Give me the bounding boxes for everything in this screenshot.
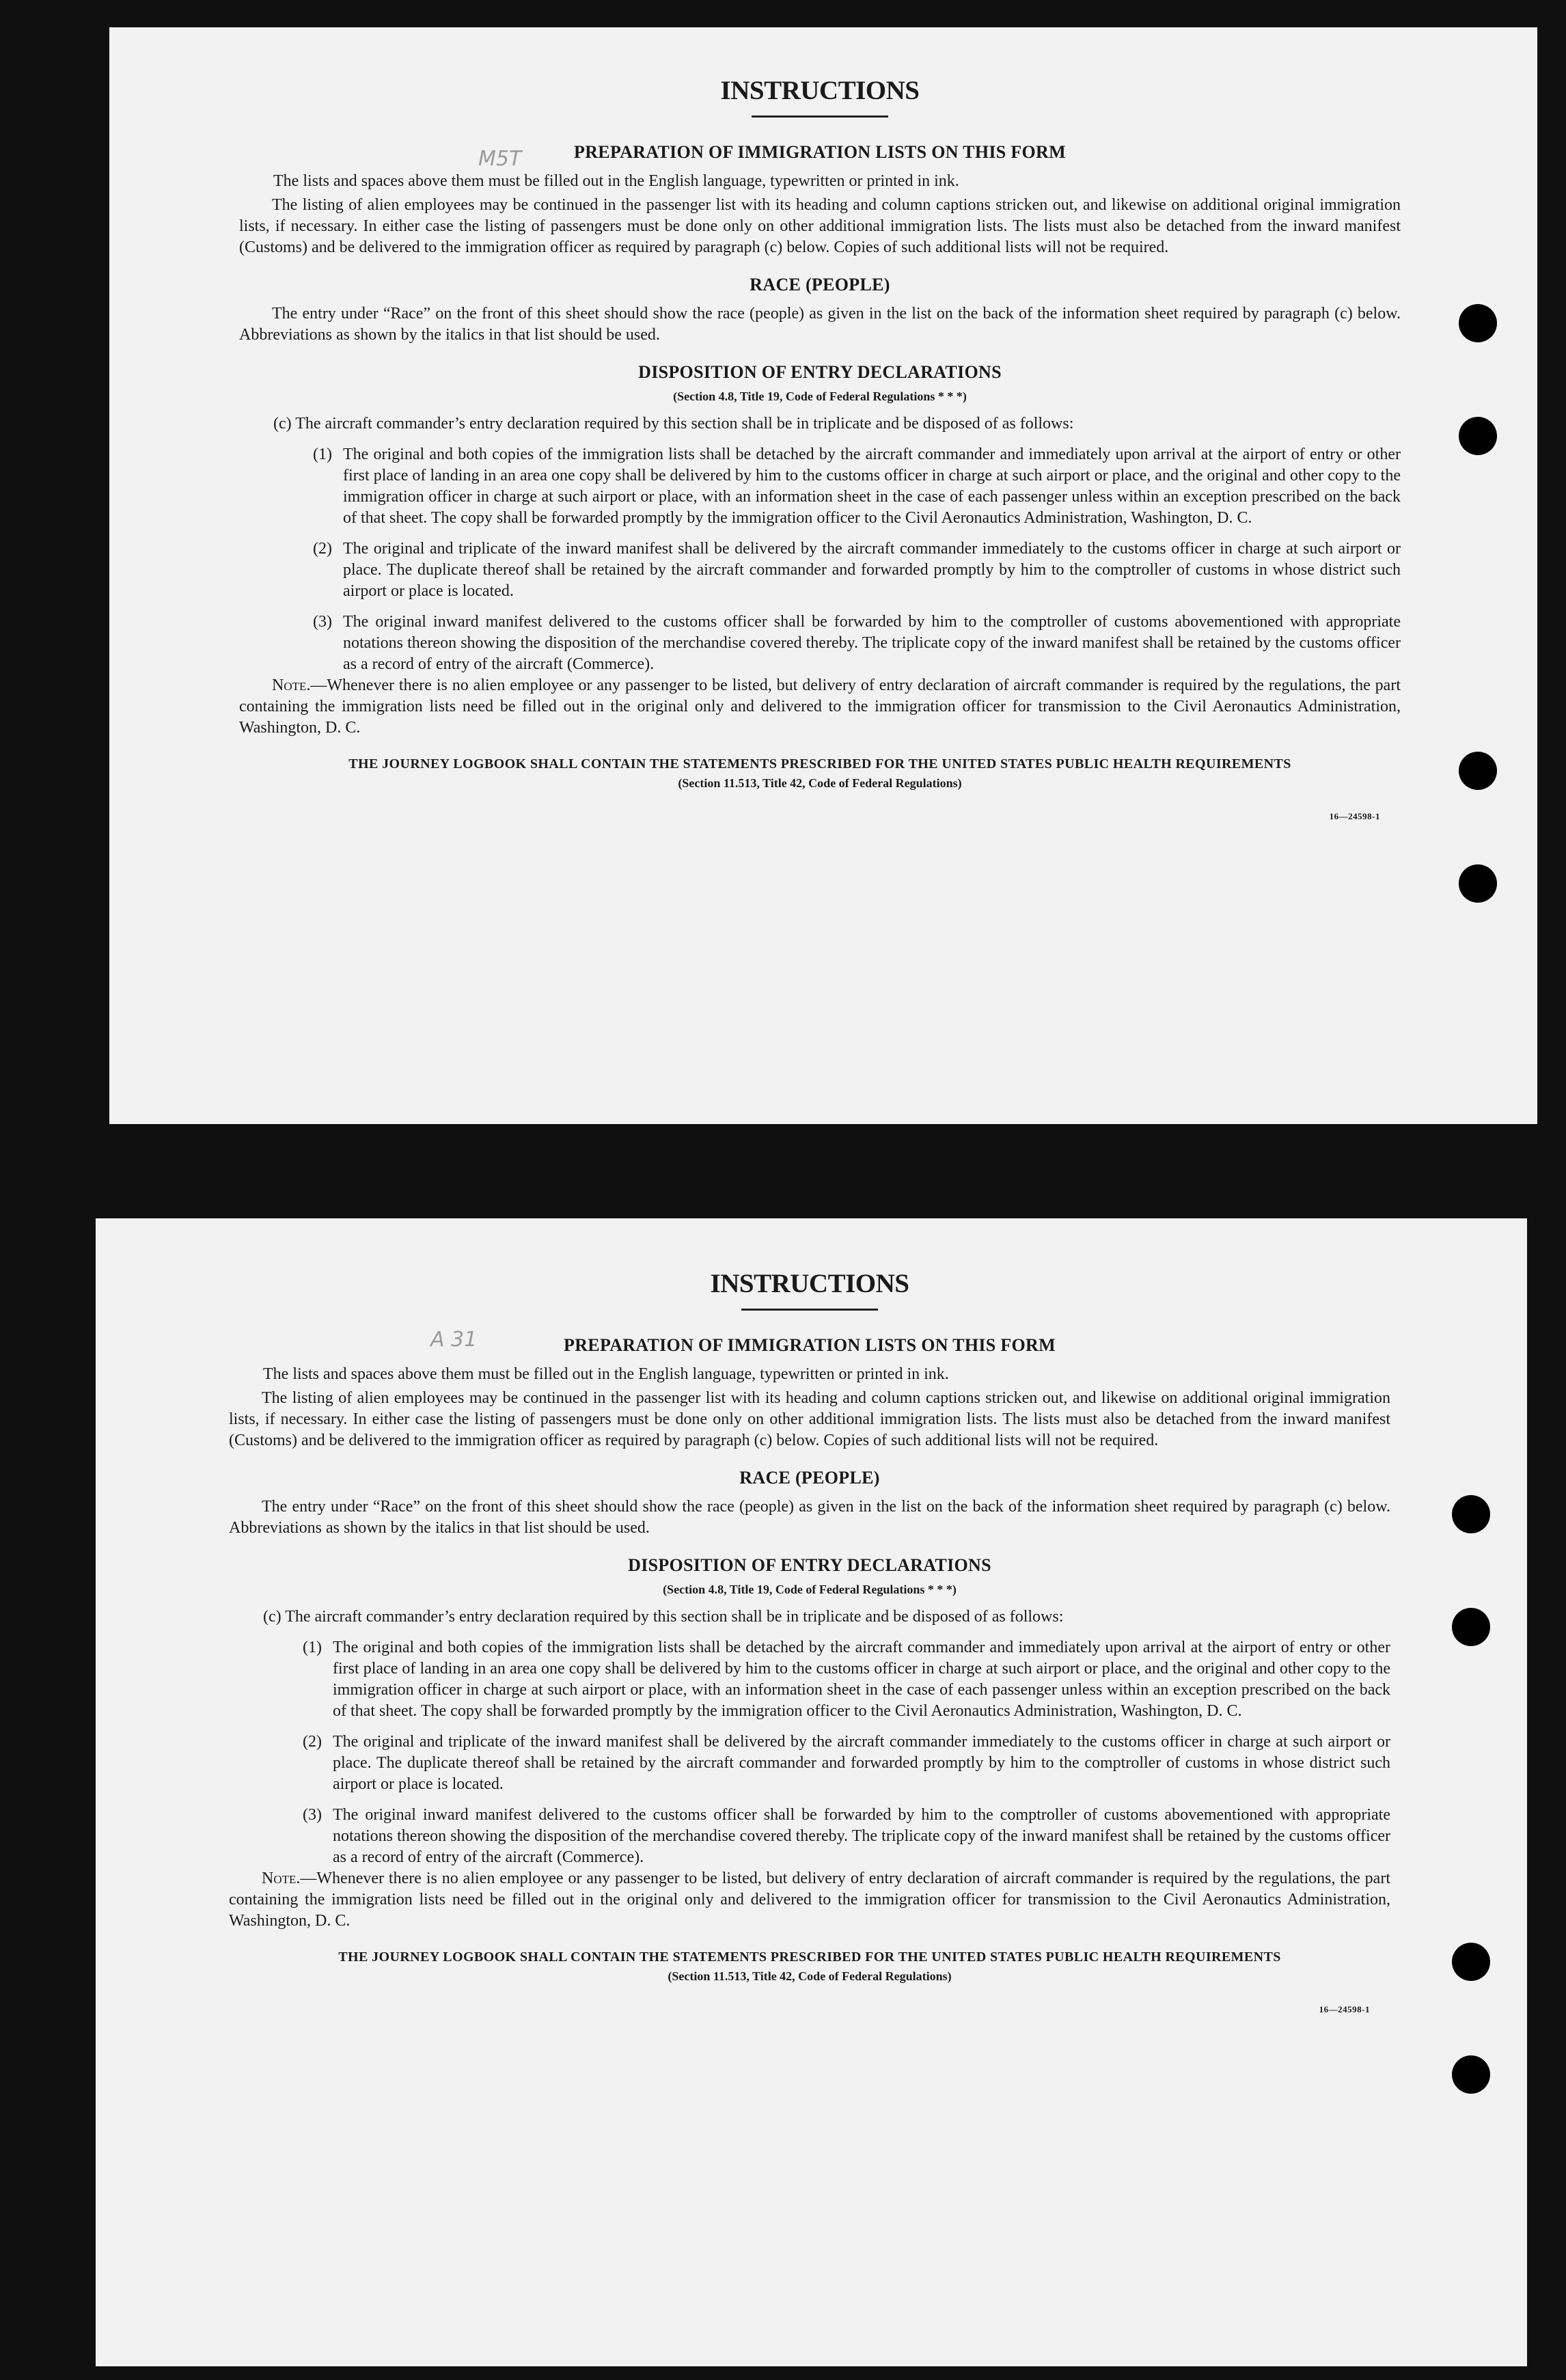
punch-hole — [1459, 864, 1497, 903]
list-item-number: (2) — [313, 540, 332, 558]
punch-hole — [1452, 2055, 1490, 2094]
paragraph-preparation-1: The lists and spaces above them must be filled out in the English language, typewritten or printed in ink. — [263, 1365, 949, 1383]
citation-disposition: (Section 4.8, Title 19, Code of Federal Regulations * * *) — [673, 389, 967, 403]
sheet-content — [229, 1268, 1390, 2015]
list-item-text: The original and triplicate of the inward manifest shall be delivered by the aircraft commander immediately to the customs officer in charge at such airport or place. The duplicate thereof shall be retained by the aircraft commander and forwarded promptly by him to the comptroller of customs in whose district such airport or place is located. — [333, 1733, 1390, 1793]
paragraph-disposition-intro: (c) The aircraft commander’s entry declaration required by this section shall be in triplicate and be disposed of as follows: — [263, 1608, 1064, 1626]
punch-hole — [1452, 1495, 1490, 1533]
citation-disposition: (Section 4.8, Title 19, Code of Federal Regulations * * *) — [663, 1583, 957, 1596]
pencil-annotation: A 31 — [430, 1328, 478, 1352]
note-text: —Whenever there is no alien employee or any passenger to be listed, but delivery of entry declaration of aircraft commander is required by the regulations, the part containing the immigration lists need be filled out in the original only and delivered to the immigration officer for transmission to the Civil Aeronautics Administration, Washington, D. C. — [229, 1870, 1390, 1930]
list-item — [239, 444, 1401, 529]
footer-citation: (Section 11.513, Title 42, Code of Federal Regulations) — [678, 776, 962, 790]
list-item-number: (3) — [303, 1806, 322, 1824]
list-item — [229, 1732, 1390, 1795]
list-item — [229, 1805, 1390, 1868]
paragraph-race: The entry under “Race” on the front of this sheet should show the race (people) as given in the list on the back of the information sheet required by paragraph (c) below. Abbreviations as shown by the italics in that list should be used. — [229, 1498, 1390, 1537]
paragraph-preparation-1: The lists and spaces above them must be filled out in the English language, typewritten or printed in ink. — [273, 172, 959, 190]
instruction-sheet-top — [109, 27, 1537, 1124]
list-item-text: The original and triplicate of the inward manifest shall be delivered by the aircraft commander immediately to the customs officer in charge at such airport or place. The duplicate thereof shall be retained by the aircraft commander and forwarded promptly by him to the comptroller of customs in whose district such airport or place is located. — [343, 540, 1401, 600]
paragraph-disposition-intro: (c) The aircraft commander’s entry declaration required by this section shall be in triplicate and be disposed of as follows: — [273, 415, 1074, 433]
form-number: 16—24598-1 — [1329, 811, 1380, 821]
section-heading-disposition: DISPOSITION OF ENTRY DECLARATIONS — [628, 1555, 991, 1575]
note-paragraph — [239, 675, 1401, 739]
list-item-text: The original inward manifest delivered to the customs officer shall be forwarded by him to the comptroller of customs abovementioned with appropriate notations thereon showing the disposition of the merchandise covered thereby. The triplicate copy of the inward manifest shall be retained by the customs officer as a record of entry of the aircraft (Commerce). — [343, 613, 1401, 673]
sheet-content — [239, 75, 1401, 822]
list-item-text: The original and both copies of the immigration lists shall be detached by the aircraft commander and immediately upon arrival at the airport of entry or other first place of landing in an area one copy shall be delivered by him to the customs officer in charge at such airport or place, and the original and other copy to the immigration officer in charge at such airport or place, with an information sheet in the case of each passenger unless within an exception prescribed on the back of that sheet. The copy shall be forwarded promptly by the immigration officer to the Civil Aeronautics Administration, Washington, D. C. — [343, 446, 1401, 527]
list-item — [229, 1637, 1390, 1722]
list-item-number: (1) — [303, 1639, 322, 1656]
section-heading-preparation: PREPARATION OF IMMIGRATION LISTS ON THIS FORM — [564, 1335, 1056, 1355]
page-title: INSTRUCTIONS — [710, 1269, 909, 1298]
punch-hole — [1459, 417, 1497, 455]
instruction-sheet-bottom — [96, 1218, 1527, 2366]
list-item — [239, 612, 1401, 675]
form-number: 16—24598-1 — [1319, 2004, 1370, 2014]
note-label: Note. — [262, 1870, 301, 1887]
punch-hole — [1459, 304, 1497, 342]
footer-citation: (Section 11.513, Title 42, Code of Federal Regulations) — [668, 1969, 952, 1983]
list-item-text: The original and both copies of the immigration lists shall be detached by the aircraft commander and immediately upon arrival at the airport of entry or other first place of landing in an area one copy shall be delivered by him to the customs officer in charge at such airport or place, and the original and other copy to the immigration officer in charge at such airport or place, with an information sheet in the case of each passenger unless within an exception prescribed on the back of that sheet. The copy shall be forwarded promptly by the immigration officer to the Civil Aeronautics Administration, Washington, D. C. — [333, 1639, 1390, 1720]
list-item-number: (3) — [313, 613, 332, 631]
footer-heading: THE JOURNEY LOGBOOK SHALL CONTAIN THE STATEMENTS PRESCRIBED FOR THE UNITED STATES PUBLIC HEALTH REQUIREMENTS — [338, 1950, 1281, 1965]
punch-hole — [1459, 752, 1497, 790]
section-heading-race: RACE (PEOPLE) — [739, 1468, 880, 1488]
paragraph-preparation-2: The listing of alien employees may be continued in the passenger list with its heading and column captions stricken out, and likewise on additional original immigration lists, if necessary. In either case the listing of passengers must be done only on other additional immigration lists. The lists must also be detached from the inward manifest (Customs) and be delivered to the immigration officer as required by paragraph (c) below. Copies of such additional lists will not be required. — [239, 196, 1401, 256]
punch-hole — [1452, 1608, 1490, 1646]
list-item — [239, 538, 1401, 602]
title-divider — [741, 1309, 878, 1311]
footer-heading: THE JOURNEY LOGBOOK SHALL CONTAIN THE STATEMENTS PRESCRIBED FOR THE UNITED STATES PUBLIC HEALTH REQUIREMENTS — [348, 756, 1291, 771]
section-heading-disposition: DISPOSITION OF ENTRY DECLARATIONS — [638, 362, 1002, 382]
pencil-annotation: M5T — [478, 147, 522, 171]
note-label: Note. — [272, 676, 311, 694]
section-heading-race: RACE (PEOPLE) — [750, 275, 890, 295]
paragraph-race: The entry under “Race” on the front of this sheet should show the race (people) as given in the list on the back of the information sheet required by paragraph (c) below. Abbreviations as shown by the italics in that list should be used. — [239, 305, 1401, 344]
section-heading-preparation: PREPARATION OF IMMIGRATION LISTS ON THIS FORM — [574, 142, 1066, 162]
note-text: —Whenever there is no alien employee or any passenger to be listed, but delivery of entry declaration of aircraft commander is required by the regulations, the part containing the immigration lists need be filled out in the original only and delivered to the immigration officer for transmission to the Civil Aeronautics Administration, Washington, D. C. — [239, 676, 1401, 737]
paragraph-preparation-2: The listing of alien employees may be continued in the passenger list with its heading and column captions stricken out, and likewise on additional original immigration lists, if necessary. In either case the listing of passengers must be done only on other additional immigration lists. The lists must also be detached from the inward manifest (Customs) and be delivered to the immigration officer as required by paragraph (c) below. Copies of such additional lists will not be required. — [229, 1389, 1390, 1449]
punch-hole — [1452, 1943, 1490, 1981]
list-item-number: (2) — [303, 1733, 322, 1751]
page-title: INSTRUCTIONS — [720, 76, 920, 105]
list-item-text: The original inward manifest delivered to the customs officer shall be forwarded by him to the comptroller of customs abovementioned with appropriate notations thereon showing the disposition of the merchandise covered thereby. The triplicate copy of the inward manifest shall be retained by the customs officer as a record of entry of the aircraft (Commerce). — [333, 1806, 1390, 1866]
list-item-number: (1) — [313, 446, 332, 463]
note-paragraph — [229, 1868, 1390, 1932]
title-divider — [752, 115, 888, 118]
